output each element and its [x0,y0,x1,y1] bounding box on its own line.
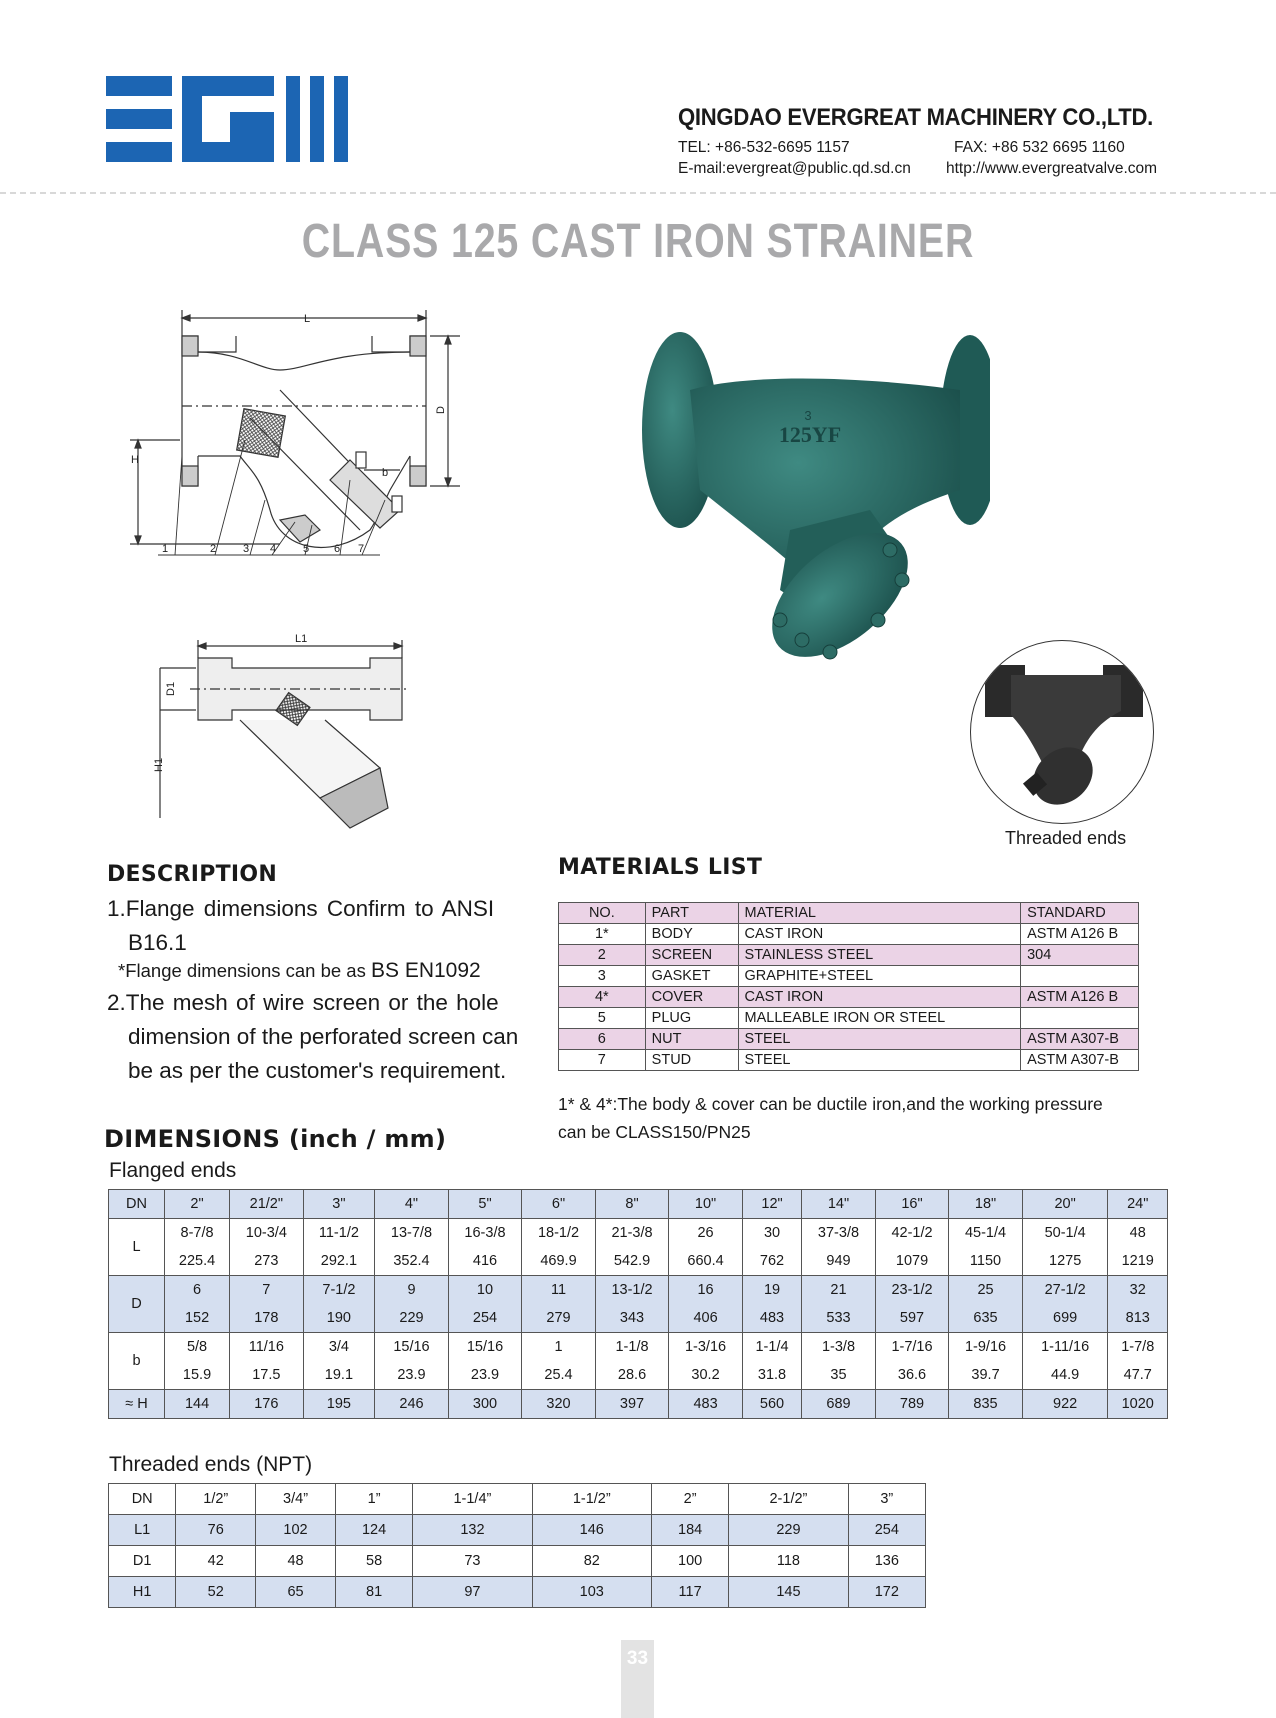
materials-cell: 1* [559,924,646,945]
flanged-b-row-inch [109,1333,1168,1362]
materials-cell: 2 [559,945,646,966]
threaded-dn-row-cell: 1” [335,1484,412,1515]
flanged-d-row-label: D [109,1276,165,1333]
flanged-b-row-mm [109,1361,1168,1390]
flanged-h-row [109,1390,1168,1419]
threaded-ends-caption: Threaded ends [1005,828,1127,848]
flanged-dn-row-cell: 2" [165,1190,230,1219]
materials-cell: 304 [1021,945,1139,966]
telephone: TEL: +86-532-6695 1157 [678,139,850,156]
flanged-d-row-inch [109,1276,1168,1305]
flanged-d-row-inch-cell: 10 [448,1276,522,1305]
fax-number: FAX: +86 532 6695 1160 [954,139,1125,156]
flanged-d-row-mm-cell: 635 [949,1304,1023,1333]
casting-mark: 125YF [778,422,842,447]
flanged-b-row-mm-cell: 36.6 [875,1361,949,1390]
flanged-b-row-inch-cell: 1-7/16 [875,1333,949,1362]
threaded-h1-row-cell: 172 [848,1577,925,1608]
flanged-b-row-mm-cell: 25.4 [522,1361,596,1390]
flanged-h-row-cell: 483 [669,1390,743,1419]
svg-text:H: H [131,454,139,466]
flanged-b-row-mm-cell: 28.6 [595,1361,669,1390]
flanged-strainer-drawing [130,300,490,620]
flanged-d-row-mm-cell: 254 [448,1304,522,1333]
materials-cell: GRAPHITE+STEEL [738,966,1021,987]
flanged-d-row-inch-cell: 11 [522,1276,596,1305]
flanged-l-row-mm [109,1247,1168,1276]
flanged-h-row-cell: 835 [949,1390,1023,1419]
threaded-d1-row-cell: 100 [651,1546,728,1577]
email-address: E-mail:evergreat@public.qd.sd.cn [678,160,911,177]
description-line-1: 1.Flange dimensions Confirm to ANSI [107,896,495,921]
flanged-d-row-mm-cell: 279 [522,1304,596,1333]
flanged-d-row-mm-cell: 152 [165,1304,230,1333]
threaded-l1-row-cell: 132 [413,1515,532,1546]
flanged-b-row-mm-cell: 19.1 [303,1361,375,1390]
threaded-h1-row-cell: 145 [729,1577,848,1608]
flanged-h-row-cell: 176 [230,1390,304,1419]
description-line-2c: be as per the customer's requirement. [128,1058,507,1083]
flanged-b-row-mm-cell: 47.7 [1108,1361,1168,1390]
materials-row [559,1008,1139,1029]
flanged-b-row-inch-cell: 1 [522,1333,596,1362]
flanged-dn-row-cell: 16" [875,1190,949,1219]
flanged-b-row-inch-cell: 1-1/8 [595,1333,669,1362]
flanged-l-row-inch-cell: 16-3/8 [448,1219,522,1248]
threaded-d1-row [109,1546,926,1577]
threaded-l1-row-cell: 184 [651,1515,728,1546]
materials-cell: STUD [645,1050,738,1071]
threaded-strainer-drawing [150,628,450,838]
flanged-d-row-mm-cell: 343 [595,1304,669,1333]
threaded-dn-row-label: DN [109,1484,176,1515]
flanged-d-row-mm-cell: 699 [1022,1304,1108,1333]
flanged-dn-row-cell: 14" [802,1190,876,1219]
threaded-dn-row [109,1484,926,1515]
threaded-l1-row-cell: 124 [335,1515,412,1546]
flanged-b-row-mm-cell: 30.2 [669,1361,743,1390]
threaded-dn-row-cell: 1-1/4” [413,1484,532,1515]
threaded-l1-row [109,1515,926,1546]
flanged-l-row-inch-cell: 48 [1108,1219,1168,1248]
materials-cell: 4* [559,987,646,1008]
flanged-dn-row-cell: 18" [949,1190,1023,1219]
company-logo [106,76,352,162]
flanged-d-row-mm-cell: 483 [742,1304,801,1333]
flanged-h-row-cell: 246 [375,1390,449,1419]
svg-text:L1: L1 [295,633,308,645]
flanged-d-row-mm-cell: 813 [1108,1304,1168,1333]
materials-header-cell: NO. [559,903,646,924]
flanged-dn-row-cell: 20" [1022,1190,1108,1219]
flanged-dn-row-label: DN [109,1190,165,1219]
svg-text:D: D [435,406,447,414]
materials-header-cell: STANDARD [1021,903,1139,924]
materials-row [559,1050,1139,1071]
flanged-d-row-mm-cell: 533 [802,1304,876,1333]
flanged-b-row-mm-cell: 39.7 [949,1361,1023,1390]
flanged-d-row-inch-cell: 27-1/2 [1022,1276,1108,1305]
materials-row [559,1029,1139,1050]
flanged-h-row-cell: 560 [742,1390,801,1419]
flanged-b-row-inch-cell: 1-3/8 [802,1333,876,1362]
flanged-h-row-cell: 320 [522,1390,596,1419]
threaded-l1-row-cell: 102 [256,1515,336,1546]
materials-header-row [559,903,1139,924]
flanged-dn-row-cell: 3" [303,1190,375,1219]
flanged-dn-row-cell: 4" [375,1190,449,1219]
threaded-d1-row-cell: 118 [729,1546,848,1577]
flanged-h-row-cell: 689 [802,1390,876,1419]
description-flange-note: *Flange dimensions can be as BS EN1092 [118,959,481,982]
dimensions-heading: DIMENSIONS (inch / mm) [104,1125,447,1153]
flanged-l-row-inch-cell: 11-1/2 [303,1219,375,1248]
svg-text:4: 4 [270,543,277,555]
flanged-d-row-inch-cell: 25 [949,1276,1023,1305]
flanged-l-row-inch-cell: 30 [742,1219,801,1248]
flanged-d-row-mm-cell: 406 [669,1304,743,1333]
materials-row [559,987,1139,1008]
threaded-d1-row-cell: 58 [335,1546,412,1577]
flanged-d-row-mm [109,1304,1168,1333]
threaded-dn-row-cell: 2” [651,1484,728,1515]
flanged-dn-row-cell: 10" [669,1190,743,1219]
flanged-b-row-label: b [109,1333,165,1390]
description-line-2b: dimension of the perforated screen can [128,1024,519,1049]
flanged-b-row-inch-cell: 1-7/8 [1108,1333,1168,1362]
threaded-h1-row-cell: 81 [335,1577,412,1608]
materials-cell: MALLEABLE IRON OR STEEL [738,1008,1021,1029]
svg-text:6: 6 [334,543,341,555]
flanged-d-row-inch-cell: 19 [742,1276,801,1305]
flanged-l-row-label: L [109,1219,165,1276]
company-name: QINGDAO EVERGREAT MACHINERY CO.,LTD. [678,104,1154,131]
threaded-h1-row-cell: 117 [651,1577,728,1608]
flanged-d-row-mm-cell: 178 [230,1304,304,1333]
threaded-dn-row-cell: 3/4” [256,1484,336,1515]
flanged-b-row-inch-cell: 15/16 [448,1333,522,1362]
page-number: 33 [626,1648,649,1669]
flanged-h-row-cell: 397 [595,1390,669,1419]
flanged-l-row-mm-cell: 1150 [949,1247,1023,1276]
flanged-d-row-inch-cell: 32 [1108,1276,1168,1305]
flanged-d-row-inch-cell: 23-1/2 [875,1276,949,1305]
materials-heading: MATERIALS LIST [558,855,763,880]
flanged-b-row-inch-cell: 15/16 [375,1333,449,1362]
threaded-d1-row-cell: 82 [532,1546,651,1577]
flanged-d-row-mm-cell: 190 [303,1304,375,1333]
flanged-l-row-mm-cell: 469.9 [522,1247,596,1276]
materials-row [559,966,1139,987]
threaded-d1-row-cell: 73 [413,1546,532,1577]
threaded-d1-row-cell: 42 [176,1546,256,1577]
materials-cell: ASTM A126 B [1021,987,1139,1008]
casting-number: 3 [804,408,812,423]
threaded-dn-row-cell: 1/2” [176,1484,256,1515]
materials-cell: SCREEN [645,945,738,966]
materials-cell: 7 [559,1050,646,1071]
threaded-l1-row-cell: 76 [176,1515,256,1546]
svg-text:H1: H1 [153,757,165,772]
flanged-d-row-mm-cell: 597 [875,1304,949,1333]
materials-cell: PLUG [645,1008,738,1029]
materials-header-cell: MATERIAL [738,903,1021,924]
flanged-dn-row [109,1190,1168,1219]
flanged-b-row-inch-cell: 1-11/16 [1022,1333,1108,1362]
flanged-b-row-inch-cell: 1-3/16 [669,1333,743,1362]
materials-row [559,924,1139,945]
flanged-h-row-cell: 789 [875,1390,949,1419]
description-line-2: 2.The mesh of wire screen or the hole [107,990,499,1015]
flanged-dn-row-cell: 12" [742,1190,801,1219]
flanged-b-row-inch-cell: 5/8 [165,1333,230,1362]
flanged-b-row-mm-cell: 15.9 [165,1361,230,1390]
flanged-dn-row-cell: 8" [595,1190,669,1219]
flanged-l-row-inch-cell: 13-7/8 [375,1219,449,1248]
flanged-l-row-mm-cell: 1275 [1022,1247,1108,1276]
threaded-dn-row-cell: 1-1/2” [532,1484,651,1515]
flanged-l-row-mm-cell: 762 [742,1247,801,1276]
flanged-l-row-mm-cell: 416 [448,1247,522,1276]
flanged-b-row-mm-cell: 23.9 [375,1361,449,1390]
materials-header-cell: PART [645,903,738,924]
flanged-d-row-mm-cell: 229 [375,1304,449,1333]
flanged-h-row-cell: 144 [165,1390,230,1419]
materials-cell: ASTM A126 B [1021,924,1139,945]
threaded-ends-label: Threaded ends (NPT) [109,1453,313,1476]
flanged-dn-row-cell: 21/2" [230,1190,304,1219]
svg-text:D1: D1 [165,681,177,696]
flanged-h-row-cell: 1020 [1108,1390,1168,1419]
description-line-1b: B16.1 [128,930,187,955]
materials-table [558,902,1139,1071]
threaded-h1-row-cell: 103 [532,1577,651,1608]
threaded-h1-row-cell: 52 [176,1577,256,1608]
svg-text:b: b [382,467,389,479]
flanged-l-row-inch-cell: 50-1/4 [1022,1219,1108,1248]
flanged-l-row-mm-cell: 542.9 [595,1247,669,1276]
materials-cell: CAST IRON [738,924,1021,945]
flanged-strainer-photo [640,330,990,700]
flanged-b-row-mm-cell: 23.9 [448,1361,522,1390]
flanged-d-row-inch-cell: 9 [375,1276,449,1305]
materials-cell: 3 [559,966,646,987]
materials-cell: ASTM A307-B [1021,1029,1139,1050]
materials-cell: STAINLESS STEEL [738,945,1021,966]
threaded-h1-row-label: H1 [109,1577,176,1608]
flanged-l-row-mm-cell: 352.4 [375,1247,449,1276]
description-heading: DESCRIPTION [107,862,278,887]
flanged-l-row-mm-cell: 949 [802,1247,876,1276]
website-url: http://www.evergreatvalve.com [946,160,1158,177]
flanged-h-row-cell: 300 [448,1390,522,1419]
flanged-l-row-inch-cell: 42-1/2 [875,1219,949,1248]
flanged-b-row-mm-cell: 31.8 [742,1361,801,1390]
flanged-b-row-inch-cell: 1-9/16 [949,1333,1023,1362]
threaded-d1-row-cell: 136 [848,1546,925,1577]
svg-text:5: 5 [303,543,310,555]
flanged-l-row-inch-cell: 18-1/2 [522,1219,596,1248]
threaded-d1-row-label: D1 [109,1546,176,1577]
flanged-b-row-mm-cell: 35 [802,1361,876,1390]
svg-text:2: 2 [210,543,217,555]
flanged-ends-label: Flanged ends [109,1159,237,1182]
threaded-strainer-photo [970,640,1154,824]
header-divider [0,192,1276,194]
flanged-l-row-mm-cell: 1079 [875,1247,949,1276]
threaded-l1-row-cell: 254 [848,1515,925,1546]
flanged-d-row-inch-cell: 7 [230,1276,304,1305]
threaded-h1-row-cell: 65 [256,1577,336,1608]
flanged-h-row-cell: 195 [303,1390,375,1419]
flanged-d-row-inch-cell: 6 [165,1276,230,1305]
materials-cell: GASKET [645,966,738,987]
flanged-l-row-mm-cell: 292.1 [303,1247,375,1276]
materials-note-line-1: 1* & 4*:The body & cover can be ductile iron,and the working pressure [558,1094,1103,1114]
svg-text:3: 3 [243,543,250,555]
flanged-l-row-inch-cell: 10-3/4 [230,1219,304,1248]
flanged-l-row-mm-cell: 1219 [1108,1247,1168,1276]
flanged-l-row-inch-cell: 45-1/4 [949,1219,1023,1248]
flanged-dn-row-cell: 5" [448,1190,522,1219]
materials-cell: STEEL [738,1029,1021,1050]
materials-note-line-2: can be CLASS150/PN25 [558,1122,751,1142]
materials-cell [1021,1008,1139,1029]
threaded-h1-row [109,1577,926,1608]
flanged-b-row-inch-cell: 1-1/4 [742,1333,801,1362]
flanged-l-row-inch-cell: 37-3/8 [802,1219,876,1248]
threaded-dn-row-cell: 3” [848,1484,925,1515]
flanged-dn-row-cell: 6" [522,1190,596,1219]
flanged-d-row-inch-cell: 7-1/2 [303,1276,375,1305]
flanged-l-row-mm-cell: 273 [230,1247,304,1276]
threaded-h1-row-cell: 97 [413,1577,532,1608]
materials-cell: COVER [645,987,738,1008]
threaded-dimensions-table [108,1483,926,1608]
flanged-b-row-inch-cell: 11/16 [230,1333,304,1362]
materials-cell: 6 [559,1029,646,1050]
svg-text:1: 1 [162,543,169,555]
flanged-h-row-cell: 922 [1022,1390,1108,1419]
flanged-b-row-inch-cell: 3/4 [303,1333,375,1362]
flanged-l-row-inch-cell: 26 [669,1219,743,1248]
flanged-d-row-inch-cell: 16 [669,1276,743,1305]
threaded-dn-row-cell: 2-1/2” [729,1484,848,1515]
threaded-l1-row-label: L1 [109,1515,176,1546]
threaded-d1-row-cell: 48 [256,1546,336,1577]
threaded-l1-row-cell: 229 [729,1515,848,1546]
svg-text:7: 7 [358,543,365,555]
materials-cell: ASTM A307-B [1021,1050,1139,1071]
flanged-b-row-mm-cell: 44.9 [1022,1361,1108,1390]
flanged-h-row-label: ≈ H [109,1390,165,1419]
threaded-l1-row-cell: 146 [532,1515,651,1546]
materials-cell: NUT [645,1029,738,1050]
flanged-dimensions-table [108,1189,1168,1419]
flanged-dn-row-cell: 24" [1108,1190,1168,1219]
flanged-l-row-inch-cell: 21-3/8 [595,1219,669,1248]
materials-cell: BODY [645,924,738,945]
materials-cell [1021,966,1139,987]
flanged-d-row-inch-cell: 21 [802,1276,876,1305]
materials-cell: STEEL [738,1050,1021,1071]
materials-cell: CAST IRON [738,987,1021,1008]
flanged-l-row-mm-cell: 660.4 [669,1247,743,1276]
materials-cell: 5 [559,1008,646,1029]
flanged-d-row-inch-cell: 13-1/2 [595,1276,669,1305]
flanged-b-row-mm-cell: 17.5 [230,1361,304,1390]
materials-row [559,945,1139,966]
flanged-l-row-inch [109,1219,1168,1248]
flanged-l-row-inch-cell: 8-7/8 [165,1219,230,1248]
page-title: CLASS 125 CAST IRON STRAINER [301,215,975,268]
svg-text:L: L [304,313,311,325]
flanged-l-row-mm-cell: 225.4 [165,1247,230,1276]
